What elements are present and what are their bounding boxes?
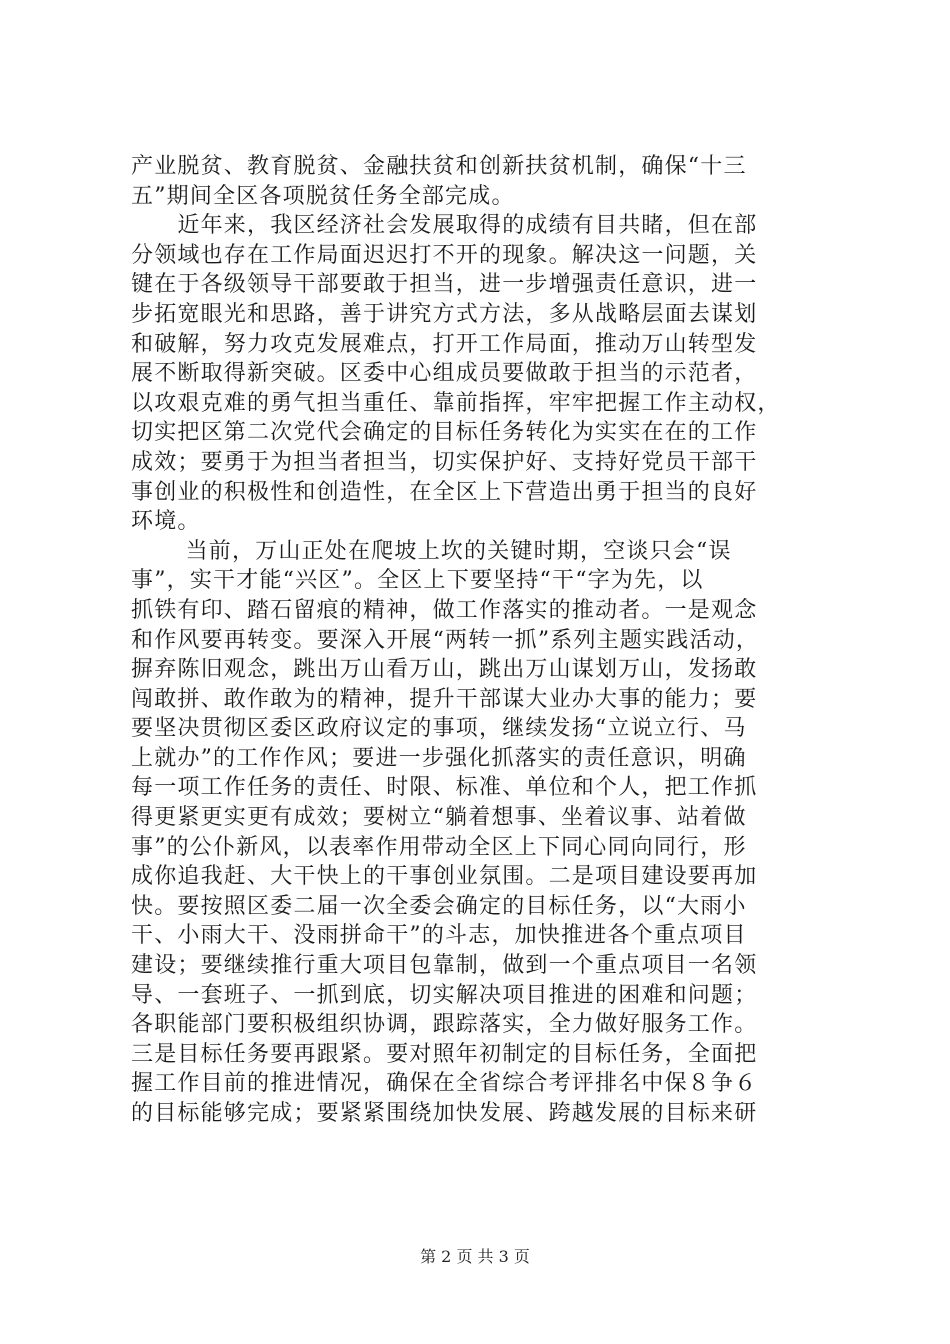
text-line: 和破解，努力攻克发展难点，打开工作局面，推动万山转型发: [131, 331, 758, 357]
text-line: 当前，万山正处在爬坡上坎的关键时期，空谈只会“误: [131, 538, 732, 564]
text-line: 事创业的积极性和创造性，在全区上下营造出勇于担当的良好: [131, 479, 758, 505]
page-footer: 第 2 页 共 3 页: [420, 1247, 530, 1266]
text-line: 上就办”的工作作风；要进一步强化抓落实的责任意识，明确: [131, 745, 747, 771]
text-line: 和作风要再转变。要深入开展“两转一抓”系列主题实践活动，: [131, 627, 760, 653]
text-line: 闯敢拼、敢作敢为的精神，提升干部谋大业办大事的能力；要: [131, 686, 758, 712]
text-line: 键在于各级领导干部要敢于担当，进一步增强责任意识，进一: [131, 272, 758, 298]
text-line: 抓铁有印、踏石留痕的精神，做工作落实的推动者。一是观念: [131, 597, 758, 623]
text-line: 要坚决贯彻区委区政府议定的事项，继续发扬“立说立行、马: [131, 716, 747, 742]
text-line: 事”，实干才能“兴区”。全区上下要坚持“干“字为先，以: [131, 568, 704, 594]
text-line: 快。要按照区委二届一次全委会确定的目标任务，以“大雨小: [131, 893, 747, 919]
document-body: [131, 152, 831, 1129]
text-line: 近年来，我区经济社会发展取得的成绩有目共睹，但在部: [131, 213, 758, 239]
text-line: 五”期间全区各项脱贫任务全部完成。: [131, 183, 515, 209]
text-line: 步拓宽眼光和思路，善于讲究方式方法，多从战略层面去谋划: [131, 301, 758, 327]
text-line: 环境。: [131, 509, 201, 535]
text-line: 切实把区第二次党代会确定的目标任务转化为实实在在的工作: [131, 420, 758, 446]
text-line: 成效；要勇于为担当者担当，切实保护好、支持好党员干部干: [131, 449, 758, 475]
text-line: 产业脱贫、教育脱贫、金融扶贫和创新扶贫机制，确保“十三: [131, 154, 747, 179]
text-line: 建设；要继续推行重大项目包靠制，做到一个重点项目一名领: [131, 953, 758, 979]
text-line: 握工作目前的推进情况，确保在全省综合考评排名中保８争６: [131, 1071, 758, 1097]
text-line: 各职能部门要积极组织协调，跟踪落实，全力做好服务工作。: [131, 1012, 758, 1038]
text-line: 导、一套班子、一抓到底，切实解决项目推进的困难和问题；: [131, 982, 758, 1008]
text-line: 以攻艰克难的勇气担当重任、靠前指挥，牢牢把握工作主动权，: [131, 390, 781, 416]
text-line: 干、小雨大干、没雨拼命干”的斗志，加快推进各个重点项目: [131, 923, 747, 949]
text-line: 展不断取得新突破。区委中心组成员要做敢于担当的示范者，: [131, 361, 758, 387]
text-line: 摒弃陈旧观念，跳出万山看万山，跳出万山谋划万山，发扬敢: [131, 657, 758, 683]
text-line: 得更紧更实更有成效；要树立“躺着想事、坐着议事、站着做: [131, 805, 747, 831]
text-line: 事”的公仆新风，以表率作用带动全区上下同心同向同行，形: [131, 834, 747, 860]
text-line: 成你追我赶、大干快上的干事创业氛围。二是项目建设要再加: [131, 864, 758, 890]
text-line: 三是目标任务要再跟紧。要对照年初制定的目标任务，全面把: [131, 1041, 758, 1067]
text-line: 分领域也存在工作局面迟迟打不开的现象。解决这一问题，关: [131, 242, 758, 268]
text-line: 每一项工作任务的责任、时限、标准、单位和个人，把工作抓: [131, 775, 758, 801]
text-line: 的目标能够完成；要紧紧围绕加快发展、跨越发展的目标来研: [131, 1101, 758, 1126]
